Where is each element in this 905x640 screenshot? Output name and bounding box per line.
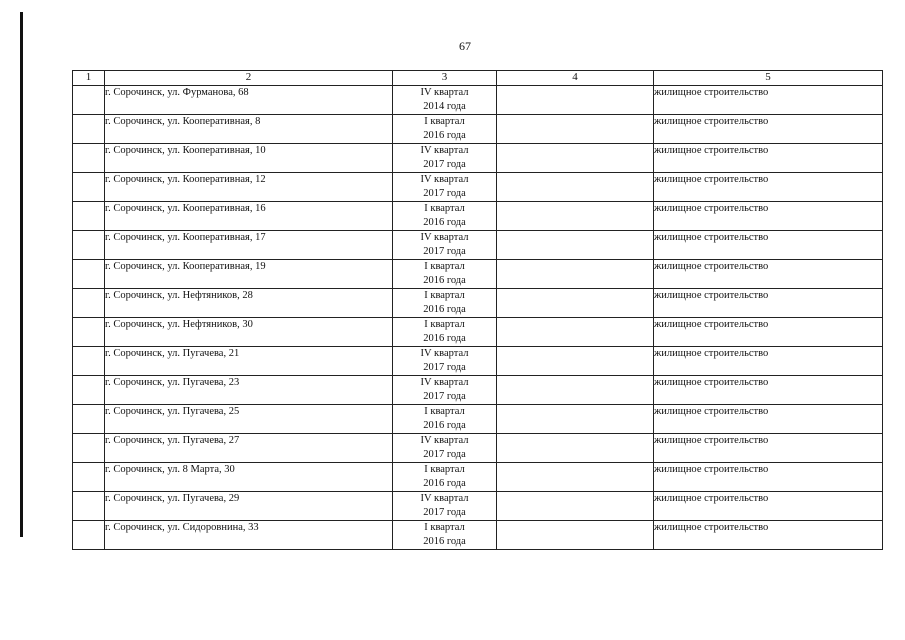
quarter-text: I квартал — [424, 203, 465, 214]
col4-cell — [497, 318, 654, 347]
purpose-cell: жилищное строительство — [654, 347, 883, 376]
quarter-text: IV квартал — [420, 145, 469, 156]
period-cell — [393, 86, 497, 115]
address-cell: г. Сорочинск, ул. Пугачева, 29 — [105, 492, 393, 521]
purpose-cell: жилищное строительство — [654, 144, 883, 173]
period-cell — [393, 173, 497, 202]
col4-cell — [497, 434, 654, 463]
col4-cell — [497, 173, 654, 202]
year-text: 2016 года — [423, 130, 466, 141]
table-row — [73, 231, 883, 260]
period-cell — [393, 492, 497, 521]
year-text: 2016 года — [423, 420, 466, 431]
purpose-cell: жилищное строительство — [654, 463, 883, 492]
period-cell — [393, 144, 497, 173]
col4-cell — [497, 347, 654, 376]
period-cell — [393, 376, 497, 405]
address-cell: г. Сорочинск, ул. Кооперативная, 10 — [105, 144, 393, 173]
row-number-cell — [73, 434, 105, 463]
quarter-text: IV квартал — [420, 232, 469, 243]
address-cell: г. Сорочинск, ул. Пугачева, 23 — [105, 376, 393, 405]
purpose-cell: жилищное строительство — [654, 289, 883, 318]
row-number-cell — [73, 376, 105, 405]
row-number-cell — [73, 173, 105, 202]
table-row — [73, 521, 883, 550]
col4-cell — [497, 202, 654, 231]
purpose-cell: жилищное строительство — [654, 376, 883, 405]
period-cell — [393, 347, 497, 376]
table-row — [73, 115, 883, 144]
table-row — [73, 376, 883, 405]
purpose-cell: жилищное строительство — [654, 173, 883, 202]
quarter-text: I квартал — [424, 116, 465, 127]
period-cell — [393, 521, 497, 550]
header-col-1: 1 — [73, 71, 105, 86]
year-text: 2017 года — [423, 362, 466, 373]
address-cell: г. Сорочинск, ул. Кооперативная, 12 — [105, 173, 393, 202]
col4-cell — [497, 144, 654, 173]
header-col-4: 4 — [497, 71, 654, 86]
year-text: 2017 года — [423, 449, 466, 460]
quarter-text: IV квартал — [420, 348, 469, 359]
col4-cell — [497, 289, 654, 318]
purpose-cell: жилищное строительство — [654, 86, 883, 115]
table-row — [73, 347, 883, 376]
address-cell: г. Сорочинск, ул. Фурманова, 68 — [105, 86, 393, 115]
quarter-text: I квартал — [424, 406, 465, 417]
header-col-5: 5 — [654, 71, 883, 86]
col4-cell — [497, 231, 654, 260]
period-cell — [393, 405, 497, 434]
address-cell: г. Сорочинск, ул. 8 Марта, 30 — [105, 463, 393, 492]
row-number-cell — [73, 463, 105, 492]
year-text: 2017 года — [423, 507, 466, 518]
period-cell — [393, 202, 497, 231]
row-number-cell — [73, 86, 105, 115]
col4-cell — [497, 115, 654, 144]
address-cell: г. Сорочинск, ул. Кооперативная, 16 — [105, 202, 393, 231]
quarter-text: IV квартал — [420, 435, 469, 446]
table-row — [73, 463, 883, 492]
purpose-cell: жилищное строительство — [654, 260, 883, 289]
table-header-row — [73, 71, 883, 86]
quarter-text: I квартал — [424, 319, 465, 330]
address-cell: г. Сорочинск, ул. Нефтяников, 30 — [105, 318, 393, 347]
year-text: 2017 года — [423, 188, 466, 199]
quarter-text: I квартал — [424, 522, 465, 533]
purpose-cell: жилищное строительство — [654, 434, 883, 463]
page-margin-bar — [20, 12, 23, 537]
year-text: 2017 года — [423, 159, 466, 170]
year-text: 2016 года — [423, 536, 466, 547]
address-cell: г. Сорочинск, ул. Кооперативная, 19 — [105, 260, 393, 289]
year-text: 2017 года — [423, 246, 466, 257]
table-row — [73, 318, 883, 347]
header-col-3: 3 — [393, 71, 497, 86]
table-row — [73, 492, 883, 521]
purpose-cell: жилищное строительство — [654, 405, 883, 434]
year-text: 2016 года — [423, 275, 466, 286]
period-cell — [393, 289, 497, 318]
page-number: 67 — [459, 39, 471, 53]
quarter-text: I квартал — [424, 290, 465, 301]
address-cell: г. Сорочинск, ул. Пугачева, 25 — [105, 405, 393, 434]
row-number-cell — [73, 521, 105, 550]
row-number-cell — [73, 289, 105, 318]
purpose-cell: жилищное строительство — [654, 318, 883, 347]
col4-cell — [497, 376, 654, 405]
quarter-text: IV квартал — [420, 87, 469, 98]
row-number-cell — [73, 405, 105, 434]
row-number-cell — [73, 202, 105, 231]
col4-cell — [497, 86, 654, 115]
year-text: 2014 года — [423, 101, 466, 112]
period-cell — [393, 434, 497, 463]
year-text: 2017 года — [423, 391, 466, 402]
quarter-text: IV квартал — [420, 377, 469, 388]
address-cell: г. Сорочинск, ул. Пугачева, 21 — [105, 347, 393, 376]
row-number-cell — [73, 260, 105, 289]
row-number-cell — [73, 492, 105, 521]
quarter-text: I квартал — [424, 464, 465, 475]
address-cell: г. Сорочинск, ул. Пугачева, 27 — [105, 434, 393, 463]
row-number-cell — [73, 115, 105, 144]
address-cell: г. Сорочинск, ул. Нефтяников, 28 — [105, 289, 393, 318]
quarter-text: IV квартал — [420, 493, 469, 504]
table-row — [73, 173, 883, 202]
table-row — [73, 434, 883, 463]
header-col-2: 2 — [105, 71, 393, 86]
table-body — [73, 86, 883, 550]
period-cell — [393, 260, 497, 289]
table-row — [73, 405, 883, 434]
year-text: 2016 года — [423, 217, 466, 228]
col4-cell — [497, 260, 654, 289]
period-cell — [393, 231, 497, 260]
col4-cell — [497, 492, 654, 521]
table-row — [73, 144, 883, 173]
quarter-text: IV квартал — [420, 174, 469, 185]
period-cell — [393, 115, 497, 144]
row-number-cell — [73, 231, 105, 260]
year-text: 2016 года — [423, 304, 466, 315]
table-row — [73, 289, 883, 318]
table-row — [73, 86, 883, 115]
purpose-cell: жилищное строительство — [654, 521, 883, 550]
purpose-cell: жилищное строительство — [654, 115, 883, 144]
period-cell — [393, 463, 497, 492]
purpose-cell: жилищное строительство — [654, 231, 883, 260]
row-number-cell — [73, 347, 105, 376]
land-plots-table — [72, 70, 883, 550]
address-cell: г. Сорочинск, ул. Кооперативная, 8 — [105, 115, 393, 144]
col4-cell — [497, 521, 654, 550]
col4-cell — [497, 405, 654, 434]
purpose-cell: жилищное строительство — [654, 492, 883, 521]
year-text: 2016 года — [423, 478, 466, 489]
quarter-text: I квартал — [424, 261, 465, 272]
row-number-cell — [73, 144, 105, 173]
year-text: 2016 года — [423, 333, 466, 344]
col4-cell — [497, 463, 654, 492]
table-row — [73, 202, 883, 231]
period-cell — [393, 318, 497, 347]
purpose-cell: жилищное строительство — [654, 202, 883, 231]
row-number-cell — [73, 318, 105, 347]
address-cell: г. Сорочинск, ул. Кооперативная, 17 — [105, 231, 393, 260]
address-cell: г. Сорочинск, ул. Сидоровнина, 33 — [105, 521, 393, 550]
table-row — [73, 260, 883, 289]
